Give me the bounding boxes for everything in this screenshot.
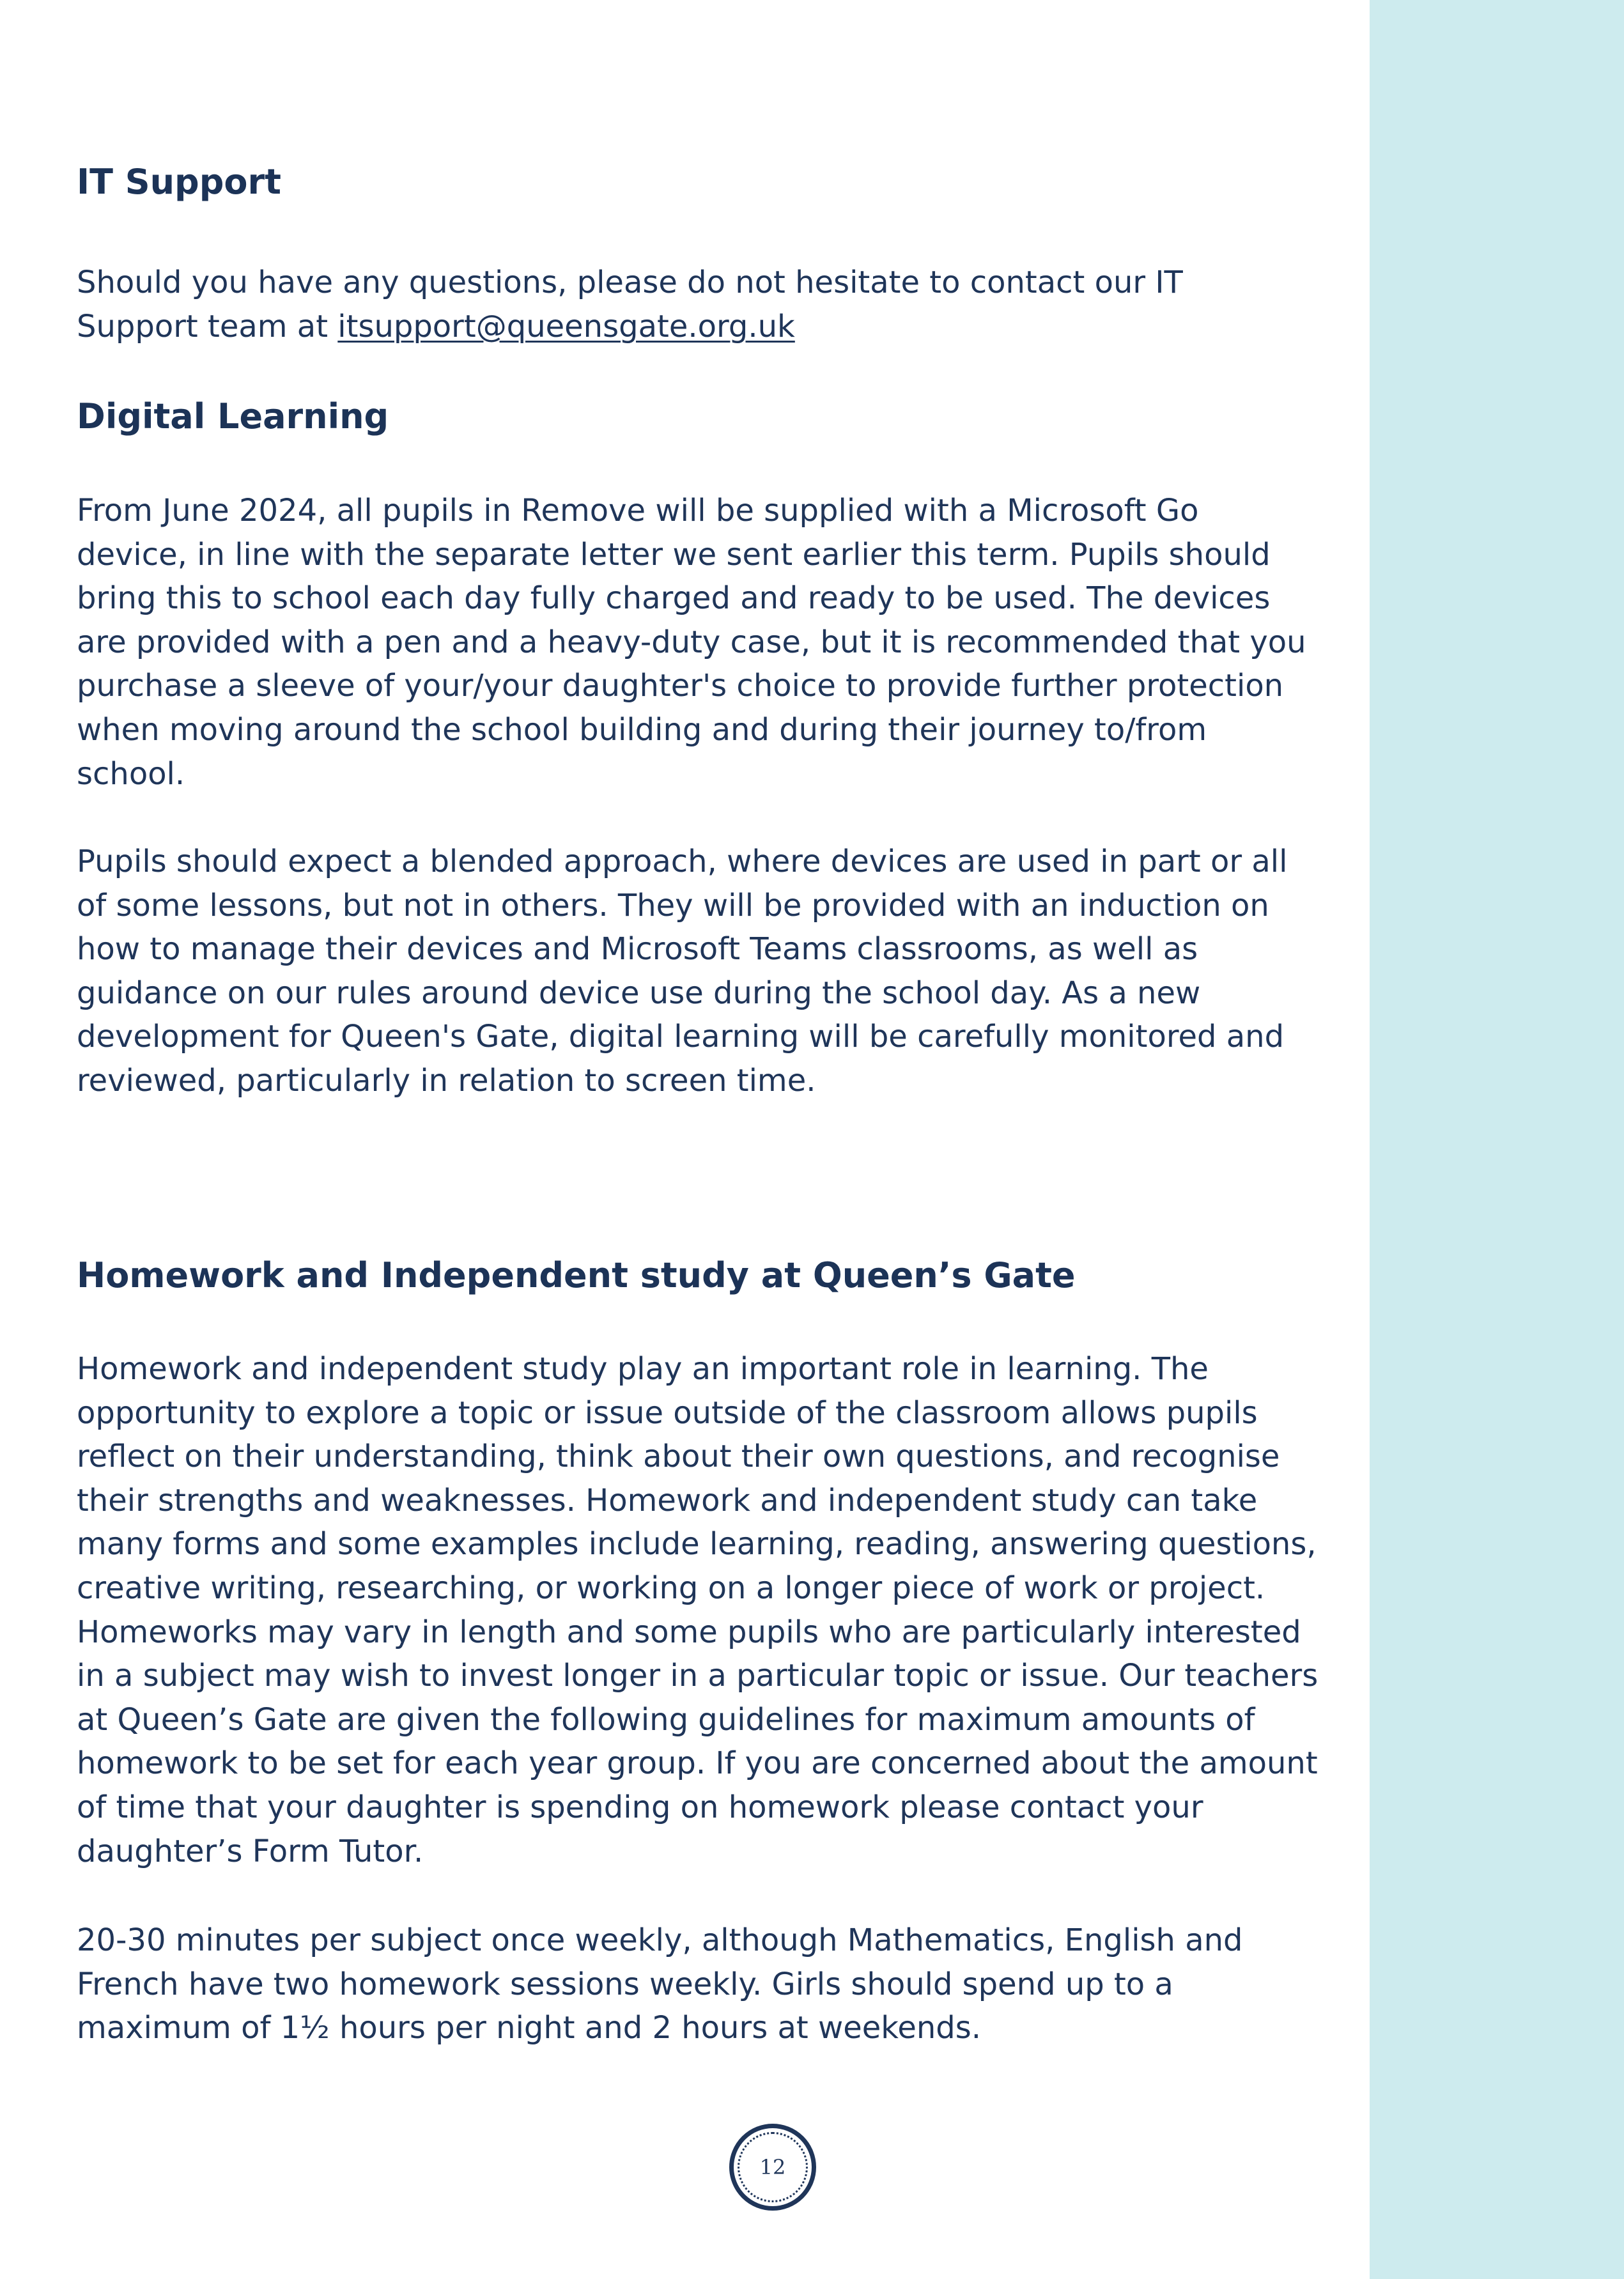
digital-learning-heading: Digital Learning: [77, 396, 389, 436]
homework-heading: Homework and Independent study at Queen’s Gate: [77, 1255, 1076, 1295]
digital-learning-paragraph-2: [77, 840, 1329, 1103]
paragraph-line: development for Queen's Gate, digital learning will be carefully monitored and: [77, 1019, 1285, 1055]
paragraph-line: many forms and some examples include learning, reading, answering questions,: [77, 1526, 1317, 1563]
paragraph-line: 20-30 minutes per subject once weekly, although Mathematics, English and: [77, 1922, 1243, 1958]
paragraph-line: purchase a sleeve of your/your daughter's choice to provide further protection: [77, 668, 1284, 704]
it-support-line: [77, 305, 1329, 349]
paragraph-line: Homeworks may vary in length and some pupils who are particularly interested: [77, 1614, 1301, 1650]
homework-paragraph-2: [77, 1919, 1329, 2050]
paragraph-line: in a subject may wish to invest longer in a particular topic or issue. Our teachers: [77, 1658, 1319, 1694]
it-support-line: Should you have any questions, please do not hesitate to contact our IT: [77, 265, 1183, 300]
paragraph-line: maximum of 1½ hours per night and 2 hours at weekends.: [77, 2010, 982, 2046]
it-support-paragraph: [77, 261, 1329, 348]
paragraph-line: homework to be set for each year group. If you are concerned about the amount: [77, 1745, 1318, 1782]
it-support-email-link[interactable]: itsupport@queensgate.org.uk: [337, 308, 795, 344]
paragraph-line: creative writing, researching, or working on a longer piece of work or project.: [77, 1570, 1265, 1606]
paragraph-line: of time that your daughter is spending on homework please contact your: [77, 1789, 1203, 1825]
paragraph-line: From June 2024, all pupils in Remove will be supplied with a Microsoft Go: [77, 493, 1199, 529]
paragraph-line: opportunity to explore a topic or issue outside of the classroom allows pupils: [77, 1394, 1258, 1431]
paragraph-line: at Queen’s Gate are given the following guidelines for maximum amounts of: [77, 1701, 1255, 1738]
digital-learning-paragraph-1: [77, 489, 1329, 796]
paragraph-line: of some lessons, but not in others. They will be provided with an induction on: [77, 887, 1269, 923]
paragraph-line: are provided with a pen and a heavy-duty case, but it is recommended that you: [77, 624, 1306, 660]
page-number-badge: [729, 2124, 816, 2211]
paragraph-line: Homework and independent study play an important role in learning. The: [77, 1351, 1209, 1387]
paragraph-line: Pupils should expect a blended approach, where devices are used in part or all: [77, 844, 1288, 879]
paragraph-line: when moving around the school building and during their journey to/from: [77, 711, 1207, 748]
paragraph-line: their strengths and weaknesses. Homework and independent study can take: [77, 1482, 1258, 1518]
side-color-band: [1370, 0, 1624, 2279]
paragraph-line: guidance on our rules around device use during the school day. As a new: [77, 975, 1201, 1011]
paragraph-line: bring this to school each day fully charged and ready to be used. The devices: [77, 580, 1271, 617]
it-support-prefix: Support team at: [77, 308, 338, 344]
paragraph-line: French have two homework sessions weekly. Girls should spend up to a: [77, 1966, 1173, 2002]
homework-paragraph-1: [77, 1347, 1329, 1873]
page-number: 12: [759, 2155, 786, 2179]
it-support-heading: IT Support: [77, 162, 281, 202]
paragraph-line: reviewed, particularly in relation to screen time.: [77, 1062, 816, 1099]
paragraph-line: how to manage their devices and Microsoft Teams classrooms, as well as: [77, 931, 1198, 968]
paragraph-line: reflect on their understanding, think about their own questions, and recognise: [77, 1439, 1280, 1475]
paragraph-line: daughter’s Form Tutor.: [77, 1833, 424, 1869]
paragraph-line: school.: [77, 755, 185, 792]
paragraph-line: device, in line with the separate letter we sent earlier this term. Pupils should: [77, 536, 1271, 573]
